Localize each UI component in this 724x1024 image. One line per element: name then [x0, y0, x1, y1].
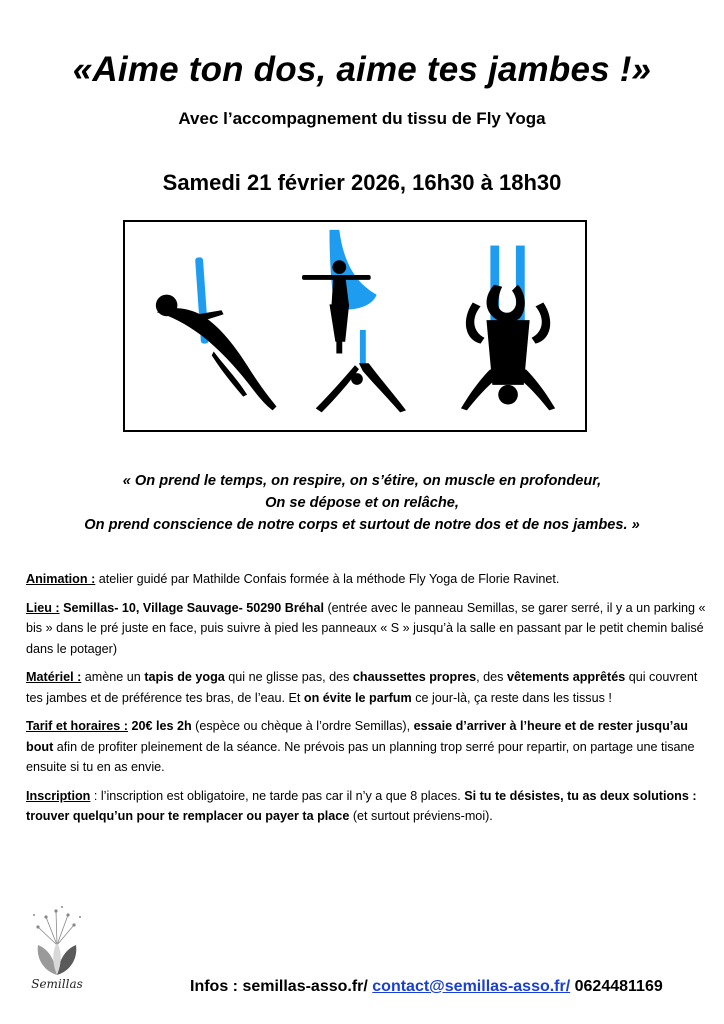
tarif-label: Tarif et horaires :	[26, 719, 128, 733]
logo-name: Semillas	[31, 977, 83, 991]
materiel-text-2: qui ne glisse pas, des	[224, 670, 353, 684]
inscription-paragraph	[26, 786, 706, 827]
animation-text: atelier guidé par Mathilde Confais formée à la méthode Fly Yoga de Florie Ravinet.	[95, 572, 560, 586]
footer-info	[190, 978, 663, 996]
page-subtitle: Avec l’accompagnement du tissu de Fly Yoga	[178, 109, 546, 128]
lieu-paragraph	[26, 598, 706, 660]
tarif-bold-2: essaie d’arriver à l’heure et de rester jusqu’au bout	[26, 719, 688, 754]
materiel-label: Matériel :	[26, 670, 82, 684]
figure-inverted-dog	[316, 330, 406, 412]
materiel-text-1: amène un	[81, 670, 145, 684]
footer-phone: 0624481169	[570, 978, 663, 995]
dandelion-logo-icon	[22, 905, 92, 979]
materiel-text-3: , des	[476, 670, 507, 684]
materiel-paragraph	[26, 667, 706, 708]
tarif-text-1: (espèce ou chèque à l’ordre Semillas),	[191, 719, 414, 733]
footer-email-link[interactable]: contact@semillas-asso.fr/	[372, 978, 571, 995]
figure-reclining	[156, 257, 277, 410]
lieu-address: Semillas- 10, Village Sauvage- 50290 Bréhal	[59, 600, 324, 615]
materiel-text-4: qui couvrent tes jambes et de préférence tes bras, de l’eau. Et	[26, 670, 698, 705]
lieu-label: Lieu :	[26, 600, 60, 615]
lieu-text: (entrée avec le panneau Semillas, se garer serré, il y a un parking « bis » dans le pré juste en face, puis suivre à pied les panneaux « S » jusqu’à la salle en passant par le petit chemin balisé dans le potager)	[26, 600, 706, 656]
quote-line-1: « On prend le temps, on respire, on s’étire, on muscle en profondeur,	[122, 473, 602, 489]
animation-label: Animation :	[26, 572, 96, 586]
inscription-label: Inscription	[26, 788, 91, 803]
quote-block	[0, 470, 724, 536]
yoga-silhouettes-image	[125, 222, 585, 430]
page-title: «Aime ton dos, aime tes jambes !»	[72, 50, 652, 89]
materiel-bold-1: tapis de yoga	[144, 670, 225, 684]
fly-yoga-illustration	[123, 220, 587, 432]
event-date: Samedi 21 février 2026, 16h30 à 18h30	[162, 170, 562, 195]
figure-inverted-hanging	[461, 246, 555, 411]
quote-line-3: On prend conscience de notre corps et surtout de notre dos et de nos jambes. »	[84, 517, 640, 533]
semillas-logo	[22, 905, 92, 1000]
tarif-bold-1: 20€ les 2h	[127, 719, 192, 733]
footer-website: Infos : semillas-asso.fr/	[190, 978, 373, 995]
inscription-bold-1: Si tu te désistes, tu as deux solutions : trouver quelqu’un pour te remplacer ou payer ta place	[26, 788, 697, 823]
materiel-bold-3: vêtements apprêtés	[506, 670, 626, 684]
inscription-text-1: : l’inscription est obligatoire, ne tarde pas car il n’y a que 8 places.	[90, 788, 465, 803]
animation-paragraph	[26, 569, 706, 590]
materiel-bold-2: chaussettes propres	[352, 670, 477, 684]
inscription-text-2: (et surtout préviens-moi).	[349, 809, 493, 823]
tarif-paragraph	[26, 716, 706, 778]
tarif-text-2: afin de profiter pleinement de la séance. Ne prévois pas un planning trop serré pour repartir, on partage une tisane ensuite si tu en as envie.	[26, 739, 695, 774]
materiel-bold-4: on évite le parfum	[303, 690, 412, 705]
event-details	[26, 569, 706, 835]
quote-line-2: On se dépose et on relâche,	[265, 495, 459, 511]
materiel-text-5: ce jour-là, ça reste dans les tissus !	[411, 690, 612, 705]
